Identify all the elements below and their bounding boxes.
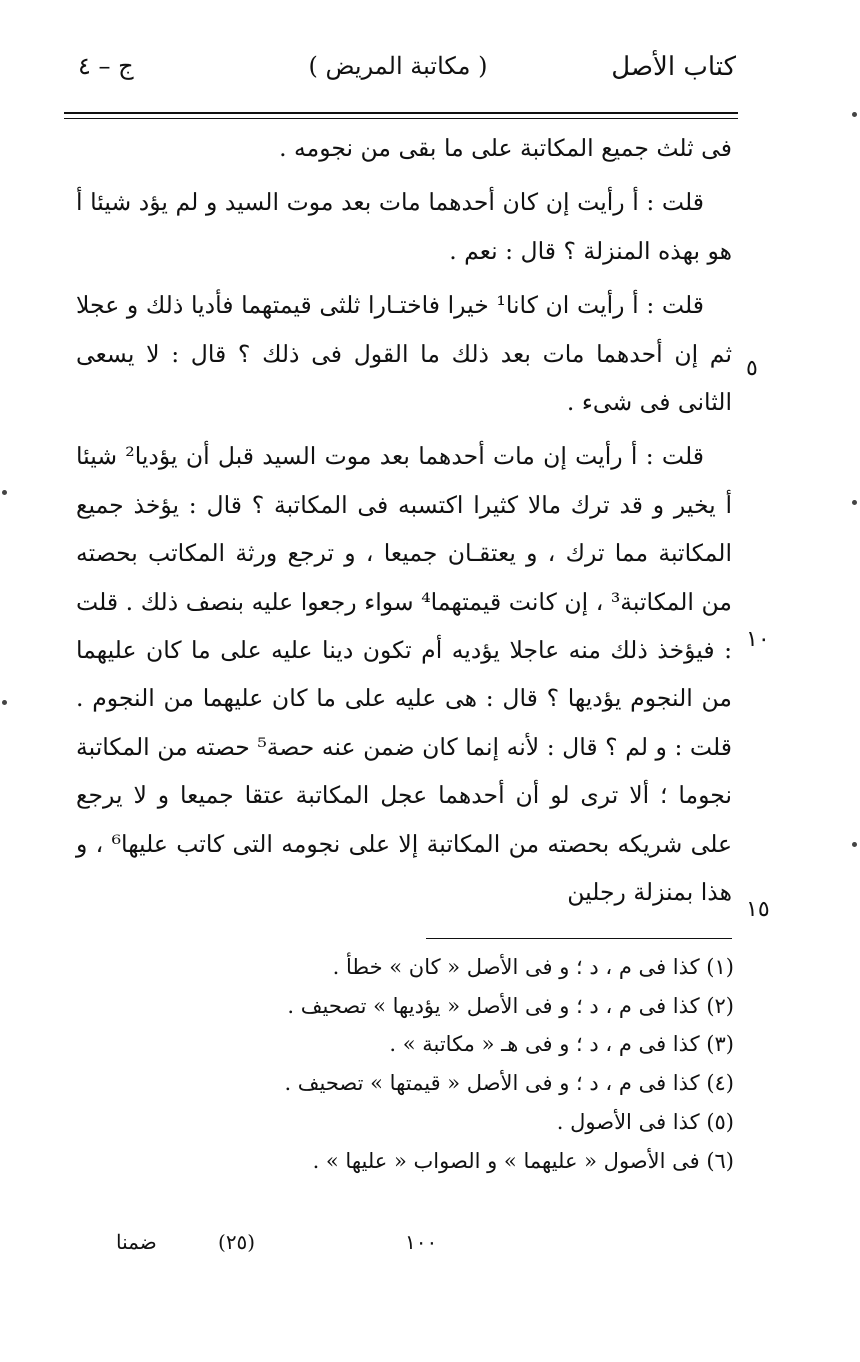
chapter-title: ( مكاتبة المريض ) <box>308 52 488 80</box>
footnote-rule <box>426 938 732 939</box>
footnote: (٢) كذا فى م ، د ؛ و فى الأصل « يؤديها » تصحيف . <box>287 993 734 1018</box>
header-rule-thick <box>64 112 738 114</box>
page-footer <box>100 1230 480 1264</box>
footnote: (١) كذا فى م ، د ؛ و فى الأصل « كان » خطأ . <box>332 955 734 979</box>
page-number: ١٠٠ <box>405 1230 438 1254</box>
main-text <box>76 124 732 923</box>
line-number: ١٠ <box>746 627 770 652</box>
paragraph: قلت : أ رأيت إن مات أحدهما بعد موت السيد قبل أن يؤديا² شيئا أ يخير و قد ترك مالا كثيرا اكتسبه فى المكاتبة ؟ قال : يؤخذ جميع المكاتبة مما ترك ، و يعتقـان جميعا ، و ترجع ورثة المكاتب بحصته من المكاتبة³ ، إن كانت قيمتهما⁴ سواء رجعوا عليه بنصف ذلك . قلت : فيؤخذ ذلك منه عاجلا يؤديه أم تكون دينا عليه على ما كان عليهما من النجوم يؤديها ؟ قال : هى عليه على ما كان عليهما من النجوم . قلت : و لم ؟ قال : لأنه إنما كان ضمن عنه حصة⁵ حصته من المكاتبة نجوما ؛ ألا ترى لو أن أحدهما عجل المكاتبة عتقا جميعا و لا يرجع على شريكه بحصته من المكاتبة إلا على نجومه التى كاتب عليها⁶ ، و هذا بمنزلة رجلين <box>76 442 733 907</box>
footnote: (٣) كذا فى م ، د ؛ و فى هـ « مكاتبة » . <box>389 1032 734 1057</box>
paragraph: قلت : أ رأيت ان كانا¹ خيرا فاختـارا ثلثى قيمتهما فأديا ذلك و عجلا ثم إن أحدهما مات بعد ذلك ما القول فى ذلك ؟ قال : لا يسعى الثانى فى شىء . <box>76 291 732 417</box>
running-header <box>60 52 736 94</box>
volume-number: ج – ٤ <box>78 52 134 80</box>
paragraph: قلت : أ رأيت إن كان أحدهما مات بعد موت السيد و لم يؤد شيئا أ هو بهذه المنزلة ؟ قال : نعم . <box>76 188 732 265</box>
scan-edge-mark <box>852 842 857 847</box>
line-number: ١٥ <box>746 897 770 922</box>
paragraph: فى ثلث جميع المكاتبة على ما بقى من نجومه . <box>279 134 732 162</box>
scan-edge-mark <box>852 112 857 117</box>
footnote: (٥) كذا فى الأصول . <box>556 1109 734 1134</box>
folio-number: (٢٥) <box>218 1230 256 1254</box>
line-number: ٥ <box>746 356 758 381</box>
footnotes <box>174 948 734 1180</box>
header-rule-thin <box>64 118 738 119</box>
footnote: (٤) كذا فى م ، د ؛ و فى الأصل « قيمتها » تصحيف . <box>284 1071 734 1096</box>
footnote: (٦) فى الأصول « عليهما » و الصواب « عليها » . <box>312 1148 734 1173</box>
scan-edge-mark <box>852 500 857 505</box>
book-title: كتاب الأصل <box>611 52 736 82</box>
signature-mark: ضمنا <box>116 1230 157 1254</box>
scan-edge-mark <box>2 490 7 495</box>
scan-edge-mark <box>2 700 7 705</box>
